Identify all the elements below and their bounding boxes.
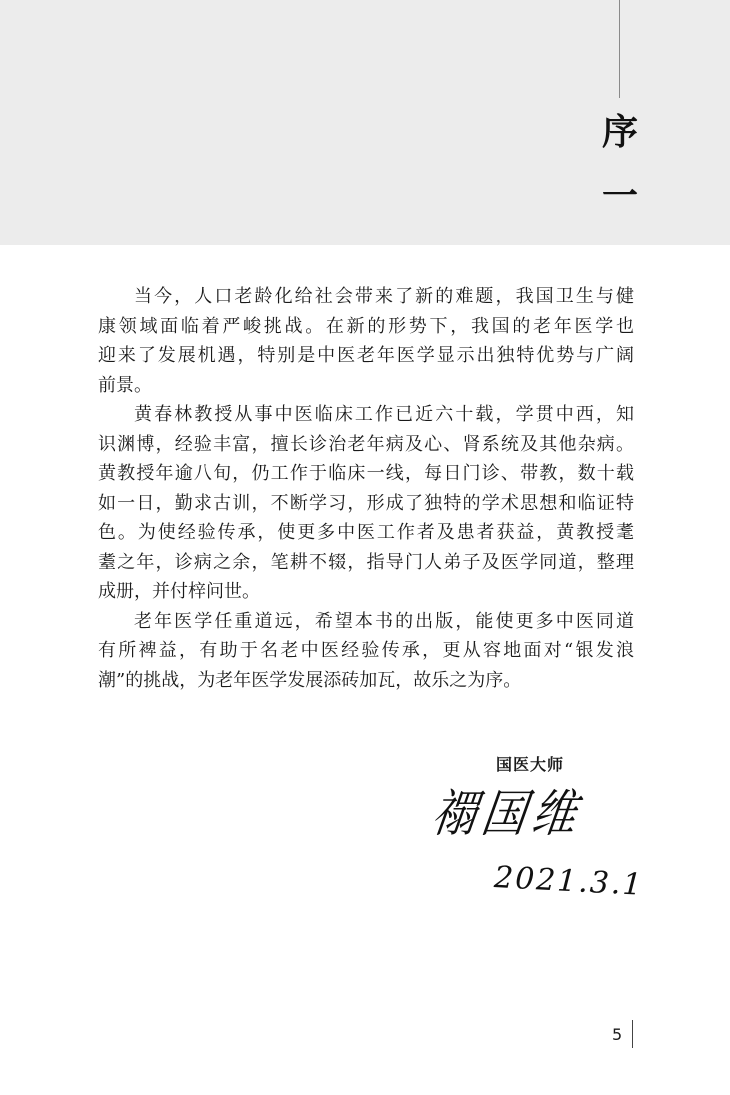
paragraph-2-line-7: 成册，并付梓问世。 [98, 581, 260, 602]
preface-body [98, 282, 634, 695]
paragraph-3-line-1: 老年医学任重道远，希望本书的出版，能使更多中医同道 [134, 610, 634, 632]
paragraph-1-line-4: 前景。 [98, 374, 152, 396]
page-number: 5 [612, 1025, 623, 1044]
signature-title: 国医大师 [496, 755, 565, 774]
page-number-rule [632, 1020, 633, 1048]
paragraph-3-line-3: 潮”的挑战，为老年医学发展添砖加瓦，故乐之为序。 [98, 669, 522, 691]
paragraph-2-line-5: 色。为使经验传承，使更多中医工作者及患者获益，黄教授耄 [98, 522, 634, 543]
paragraph-3-line-2: 有所裨益，有助于名老中医经验传承，更从容地面对“银发浪 [98, 640, 634, 661]
header-vertical-rule [619, 0, 620, 98]
paragraph-2-line-2: 识渊博，经验丰富，擅长诊治老年病及心、肾系统及其他杂病。 [98, 433, 634, 455]
handwritten-date: 2021.3.1 [493, 860, 645, 903]
paragraph-1-line-3: 迎来了发展机遇，特别是中医老年医学显示出独特优势与广阔 [98, 345, 634, 366]
paragraph-2-line-6: 耋之年，诊病之余，笔耕不辍，指导门人弟子及医学同道，整理 [98, 551, 634, 573]
preface-title-char-2: 一 [601, 175, 638, 217]
paragraph-1-line-2: 康领域面临着严峻挑战。在新的形势下，我国的老年医学也 [98, 315, 634, 337]
paragraph-1-line-1: 当今，人口老龄化给社会带来了新的难题，我国卫生与健 [134, 286, 634, 307]
preface-title-char-1: 序 [601, 111, 638, 153]
paragraph-2-line-3: 黄教授年逾八旬，仍工作于临床一线，每日门诊、带教，数十载 [98, 463, 634, 484]
handwritten-signature: 禤国维 [427, 785, 587, 844]
paragraph-2-line-4: 如一日，勤求古训，不断学习，形成了独特的学术思想和临证特 [98, 492, 634, 514]
paragraph-2-line-1: 黄春林教授从事中医临床工作已近六十载，学贯中西，知 [134, 404, 634, 425]
